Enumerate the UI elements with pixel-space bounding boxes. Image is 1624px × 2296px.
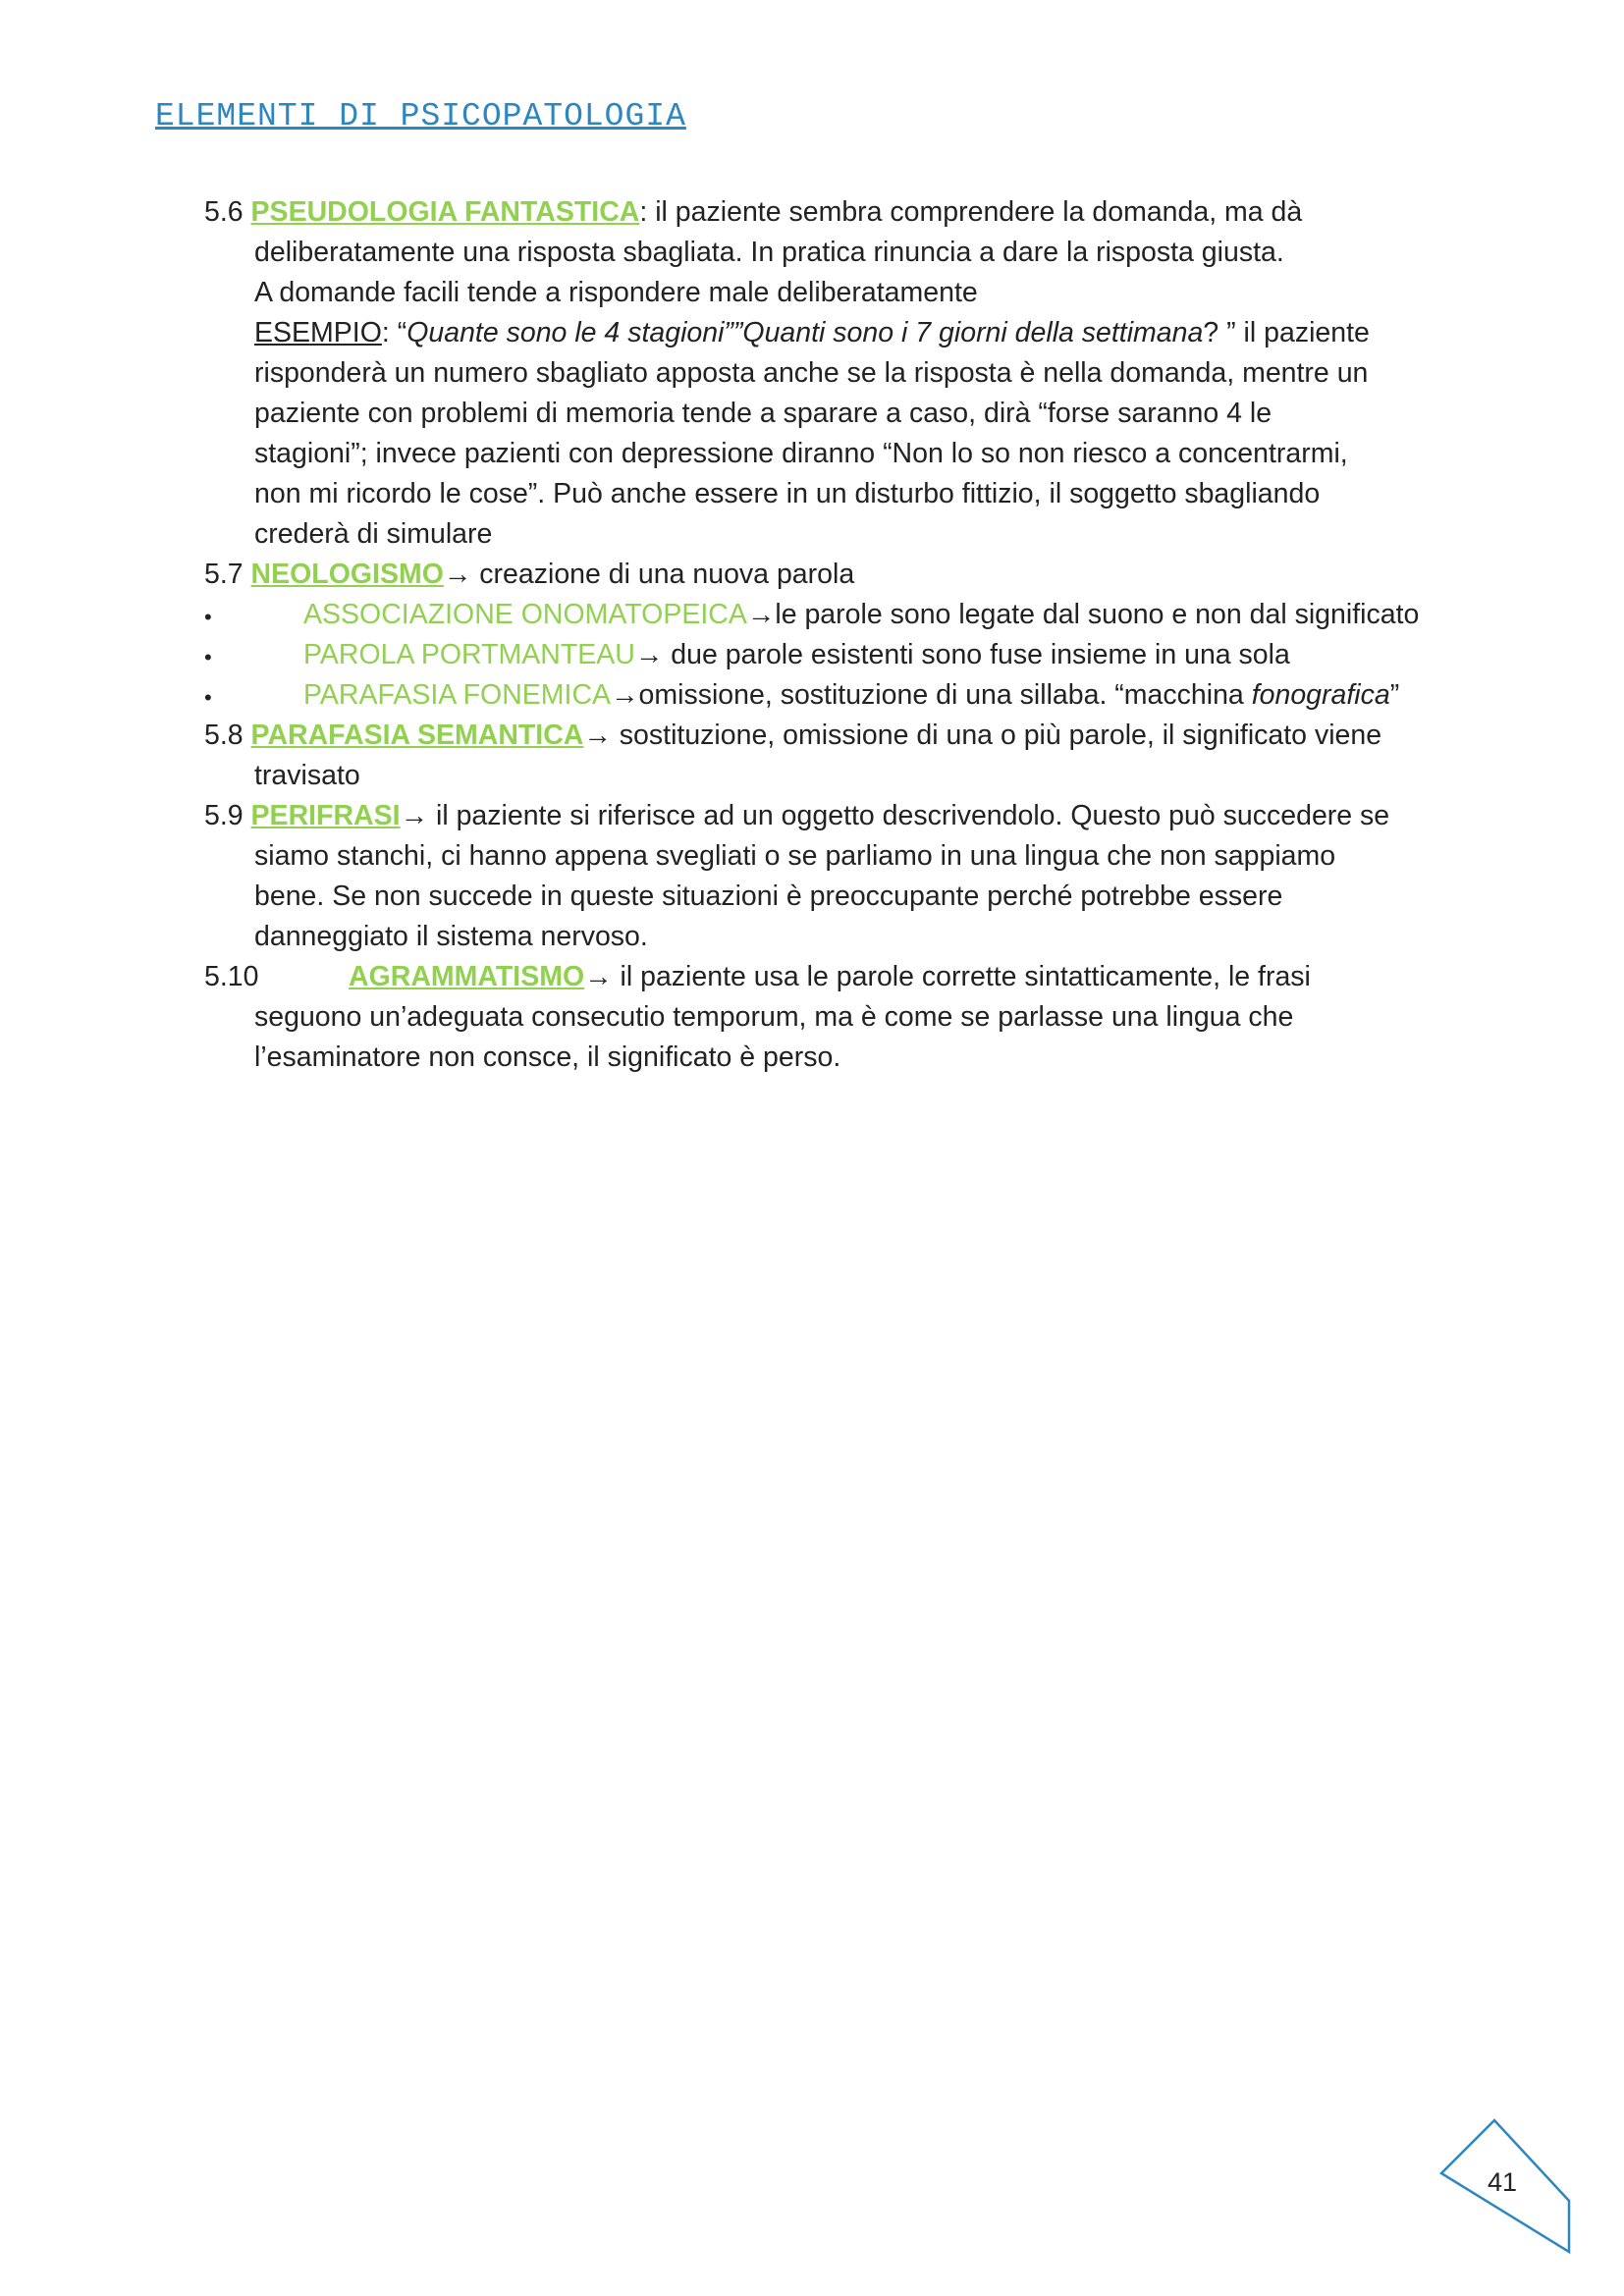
section-number: 5.6 (204, 196, 251, 228)
section-number: 5.8 (204, 720, 251, 751)
list-item-italic: fonografica (1251, 679, 1390, 711)
bullet-icon: • (204, 645, 212, 669)
section-5-6-line-6: paziente con problemi di memoria tende a sparare a caso, dirà “forse saranno 4 le (254, 398, 1272, 429)
bullet-icon: • (204, 685, 212, 710)
section-5-9-line-1 (204, 796, 1389, 836)
section-5-10-line-2: seguono un’adeguata consecutio temporum, ma è come se parlasse una lingua che (254, 1001, 1294, 1033)
section-5-10-line-3: l’esaminatore non consce, il significato è perso. (254, 1041, 841, 1073)
section-5-9-line-3: bene. Se non succede in queste situazioni è preoccupante perché potrebbe essere (254, 881, 1283, 912)
section-5-6-line-8: non mi ricordo le cose”. Può anche essere in un disturbo fittizio, il soggetto sbagliando (254, 478, 1321, 509)
term-perifrasi: PERIFRASI (250, 800, 401, 831)
term-parafasia-fonemica: PARAFASIA FONEMICA (303, 679, 612, 711)
section-5-9-line-2: siamo stanchi, ci hanno appena svegliati o se parliamo in una lingua che non sappiamo (254, 840, 1336, 872)
section-5-6-line-5: risponderà un numero sbagliato apposta anche se la risposta è nella domanda, mentre un (254, 357, 1369, 389)
example-label: ESEMPIO (254, 317, 382, 348)
section-5-8-line-2: travisato (254, 760, 360, 791)
section-text: : il paziente sembra comprendere la domanda, ma dà (639, 196, 1303, 228)
term-neologismo: NEOLOGISMO (250, 559, 444, 590)
list-item-parola-portmanteau (303, 635, 1290, 675)
section-5-10-line-1 (349, 957, 1311, 997)
section-5-6-line-2: deliberatamente una risposta sbagliata. In pratica rinuncia a dare la risposta giusta. (254, 237, 1284, 268)
term-pseudologia-fantastica: PSEUDOLOGIA FANTASTICA (250, 196, 640, 228)
section-5-6-line-9: crederà di simulare (254, 518, 493, 550)
example-question: Quante sono le 4 stagioni””Quanti sono i 7 giorni della settimana (406, 317, 1204, 348)
bullet-icon: • (204, 605, 212, 629)
section-number: 5.7 (204, 559, 251, 590)
document-header-title: ELEMENTI DI PSICOPATOLOGIA (155, 98, 686, 134)
section-5-9-line-4: danneggiato il sistema nervoso. (254, 921, 648, 952)
term-agrammatismo: AGRAMMATISMO (349, 961, 585, 992)
example-colon: : “ (381, 317, 407, 348)
section-text: → creazione di una nuova parola (443, 559, 855, 590)
term-associazione-onomatopeica: ASSOCIAZIONE ONOMATOPEICA (303, 599, 747, 630)
section-5-8-line-1 (204, 716, 1381, 756)
list-item-end: ” (1389, 679, 1400, 711)
list-item-text: →le parole sono legate dal suono e non dal significato (746, 599, 1420, 630)
section-text: → il paziente si riferisce ad un oggetto descrivendolo. Questo può succedere se (400, 800, 1390, 831)
example-rest: ? ” il paziente (1203, 317, 1370, 348)
section-5-7-line-1 (204, 555, 854, 595)
list-item-text: → due parole esistenti sono fuse insieme in una sola (634, 639, 1290, 670)
section-5-6-example-line (254, 313, 1370, 353)
section-5-6-line-3: A domande facili tende a rispondere male deliberatamente (254, 277, 978, 308)
section-text: → il paziente usa le parole corrette sintatticamente, le frasi (584, 961, 1311, 992)
section-text: → sostituzione, omissione di una o più parole, il significato viene (583, 720, 1382, 751)
section-5-6-line-1 (204, 192, 1302, 233)
term-parafasia-semantica: PARAFASIA SEMANTICA (250, 720, 584, 751)
page-number: 41 (1488, 2167, 1518, 2197)
section-5-6-line-7: stagioni”; invece pazienti con depressione diranno “Non lo so non riesco a concentrarmi, (254, 438, 1348, 469)
list-item-associazione-onomatopeica (303, 595, 1419, 635)
list-item-parafasia-fonemica (303, 675, 1399, 716)
list-item-text: →omissione, sostituzione di una sillaba. “macchina (611, 679, 1252, 711)
section-5-10-number: 5.10 (204, 961, 259, 992)
section-number: 5.9 (204, 800, 251, 831)
term-parola-portmanteau: PAROLA PORTMANTEAU (303, 639, 635, 670)
